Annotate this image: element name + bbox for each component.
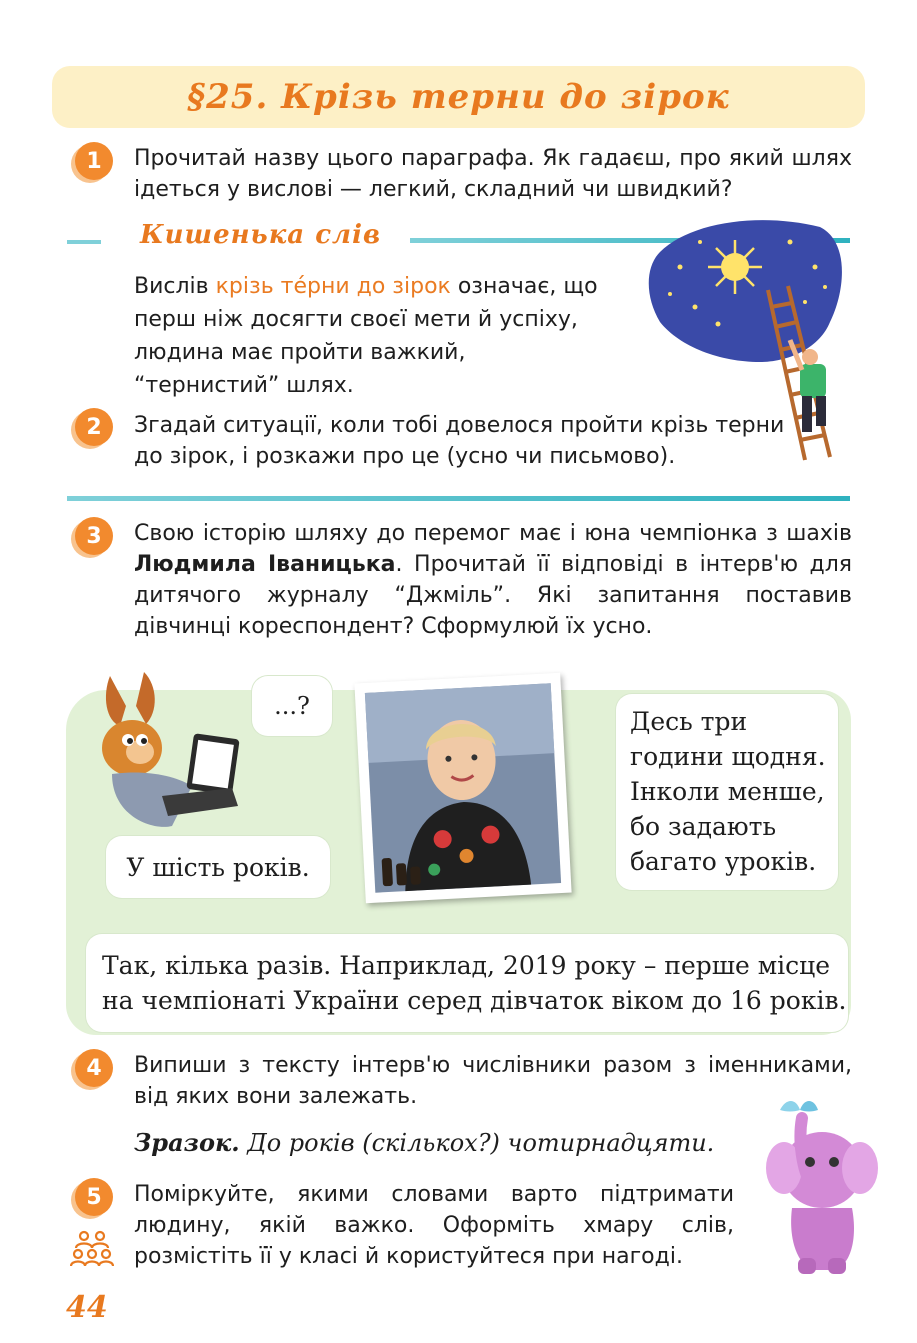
task-3-text-before: Свою історію шляху до перемог має і юна чемпіонка з шахів: [134, 521, 852, 546]
pocket-title: Кишенька слів: [140, 220, 382, 250]
task-5-text: Поміркуйте, якими словами варто підтримати людину, якій важко. Оформіть хмару слів, розмістіть її у класі й користуйтеся при нагоді.: [134, 1182, 734, 1269]
task-number-badge: 3: [75, 517, 113, 555]
task-2-text: Згадай ситуації, коли тобі довелося пройти крізь терни до зірок, і розкажи про це (усно чи письмово).: [134, 413, 785, 469]
task-3-text: [134, 518, 852, 642]
answer-bubble: У шість років.: [106, 836, 330, 898]
champion-photo: [354, 673, 571, 903]
task-number-badge: 1: [75, 142, 113, 180]
group-work-icon: [70, 1228, 114, 1268]
example-label: Зразок.: [134, 1128, 240, 1157]
task-number-badge: 4: [75, 1049, 113, 1087]
page-number: 44: [66, 1290, 108, 1325]
example-text: [134, 1128, 714, 1157]
pocket-definition: [134, 270, 614, 402]
example-content: До років (скількох?) чотирнадцяти.: [247, 1129, 715, 1157]
question-bubble: ...?: [252, 676, 332, 736]
task-1-text: Прочитай назву цього параграфа. Як гадаєш, про який шлях ідеться у вислові — легкий, складний чи швидкий?: [134, 146, 852, 202]
pocket-text-before: Вислів: [134, 274, 216, 299]
task-number-badge: 5: [75, 1178, 113, 1216]
task-3-text-after: . Прочитай її відповіді в інтерв'ю для дитячого журналу “Джміль”. Які запитання поставив дівчинці кореспондент? Сформулюй їх усно.: [134, 552, 852, 639]
answer-bubble: Десь три години щодня. Інколи менше, бо задають багато уроків.: [616, 694, 838, 890]
champion-name: Людмила Іваницька: [134, 552, 396, 577]
pocket-text-after: означає, що перш ніж досягти своєї мети й успіху, людина має пройти важкий, “тернистий” шлях.: [134, 274, 598, 398]
task-4-text: Випиши з тексту інтерв'ю числівники разом з іменниками, від яких вони залежать.: [134, 1053, 852, 1109]
page-title: §25. Крізь терни до зірок: [187, 77, 730, 117]
answer-bubble: Так, кілька разів. Наприклад, 2019 року – перше місце на чемпіонаті України серед дівчаток віком до 16 років.: [86, 934, 848, 1032]
task-number-badge: 2: [75, 408, 113, 446]
divider: [67, 240, 101, 244]
elephant-illustration: [762, 1090, 882, 1280]
divider: [67, 496, 850, 501]
title-banner: [52, 66, 865, 128]
reporter-character-illustration: [92, 666, 252, 836]
pocket-highlight: крізь те́рни до зірок: [215, 274, 451, 299]
